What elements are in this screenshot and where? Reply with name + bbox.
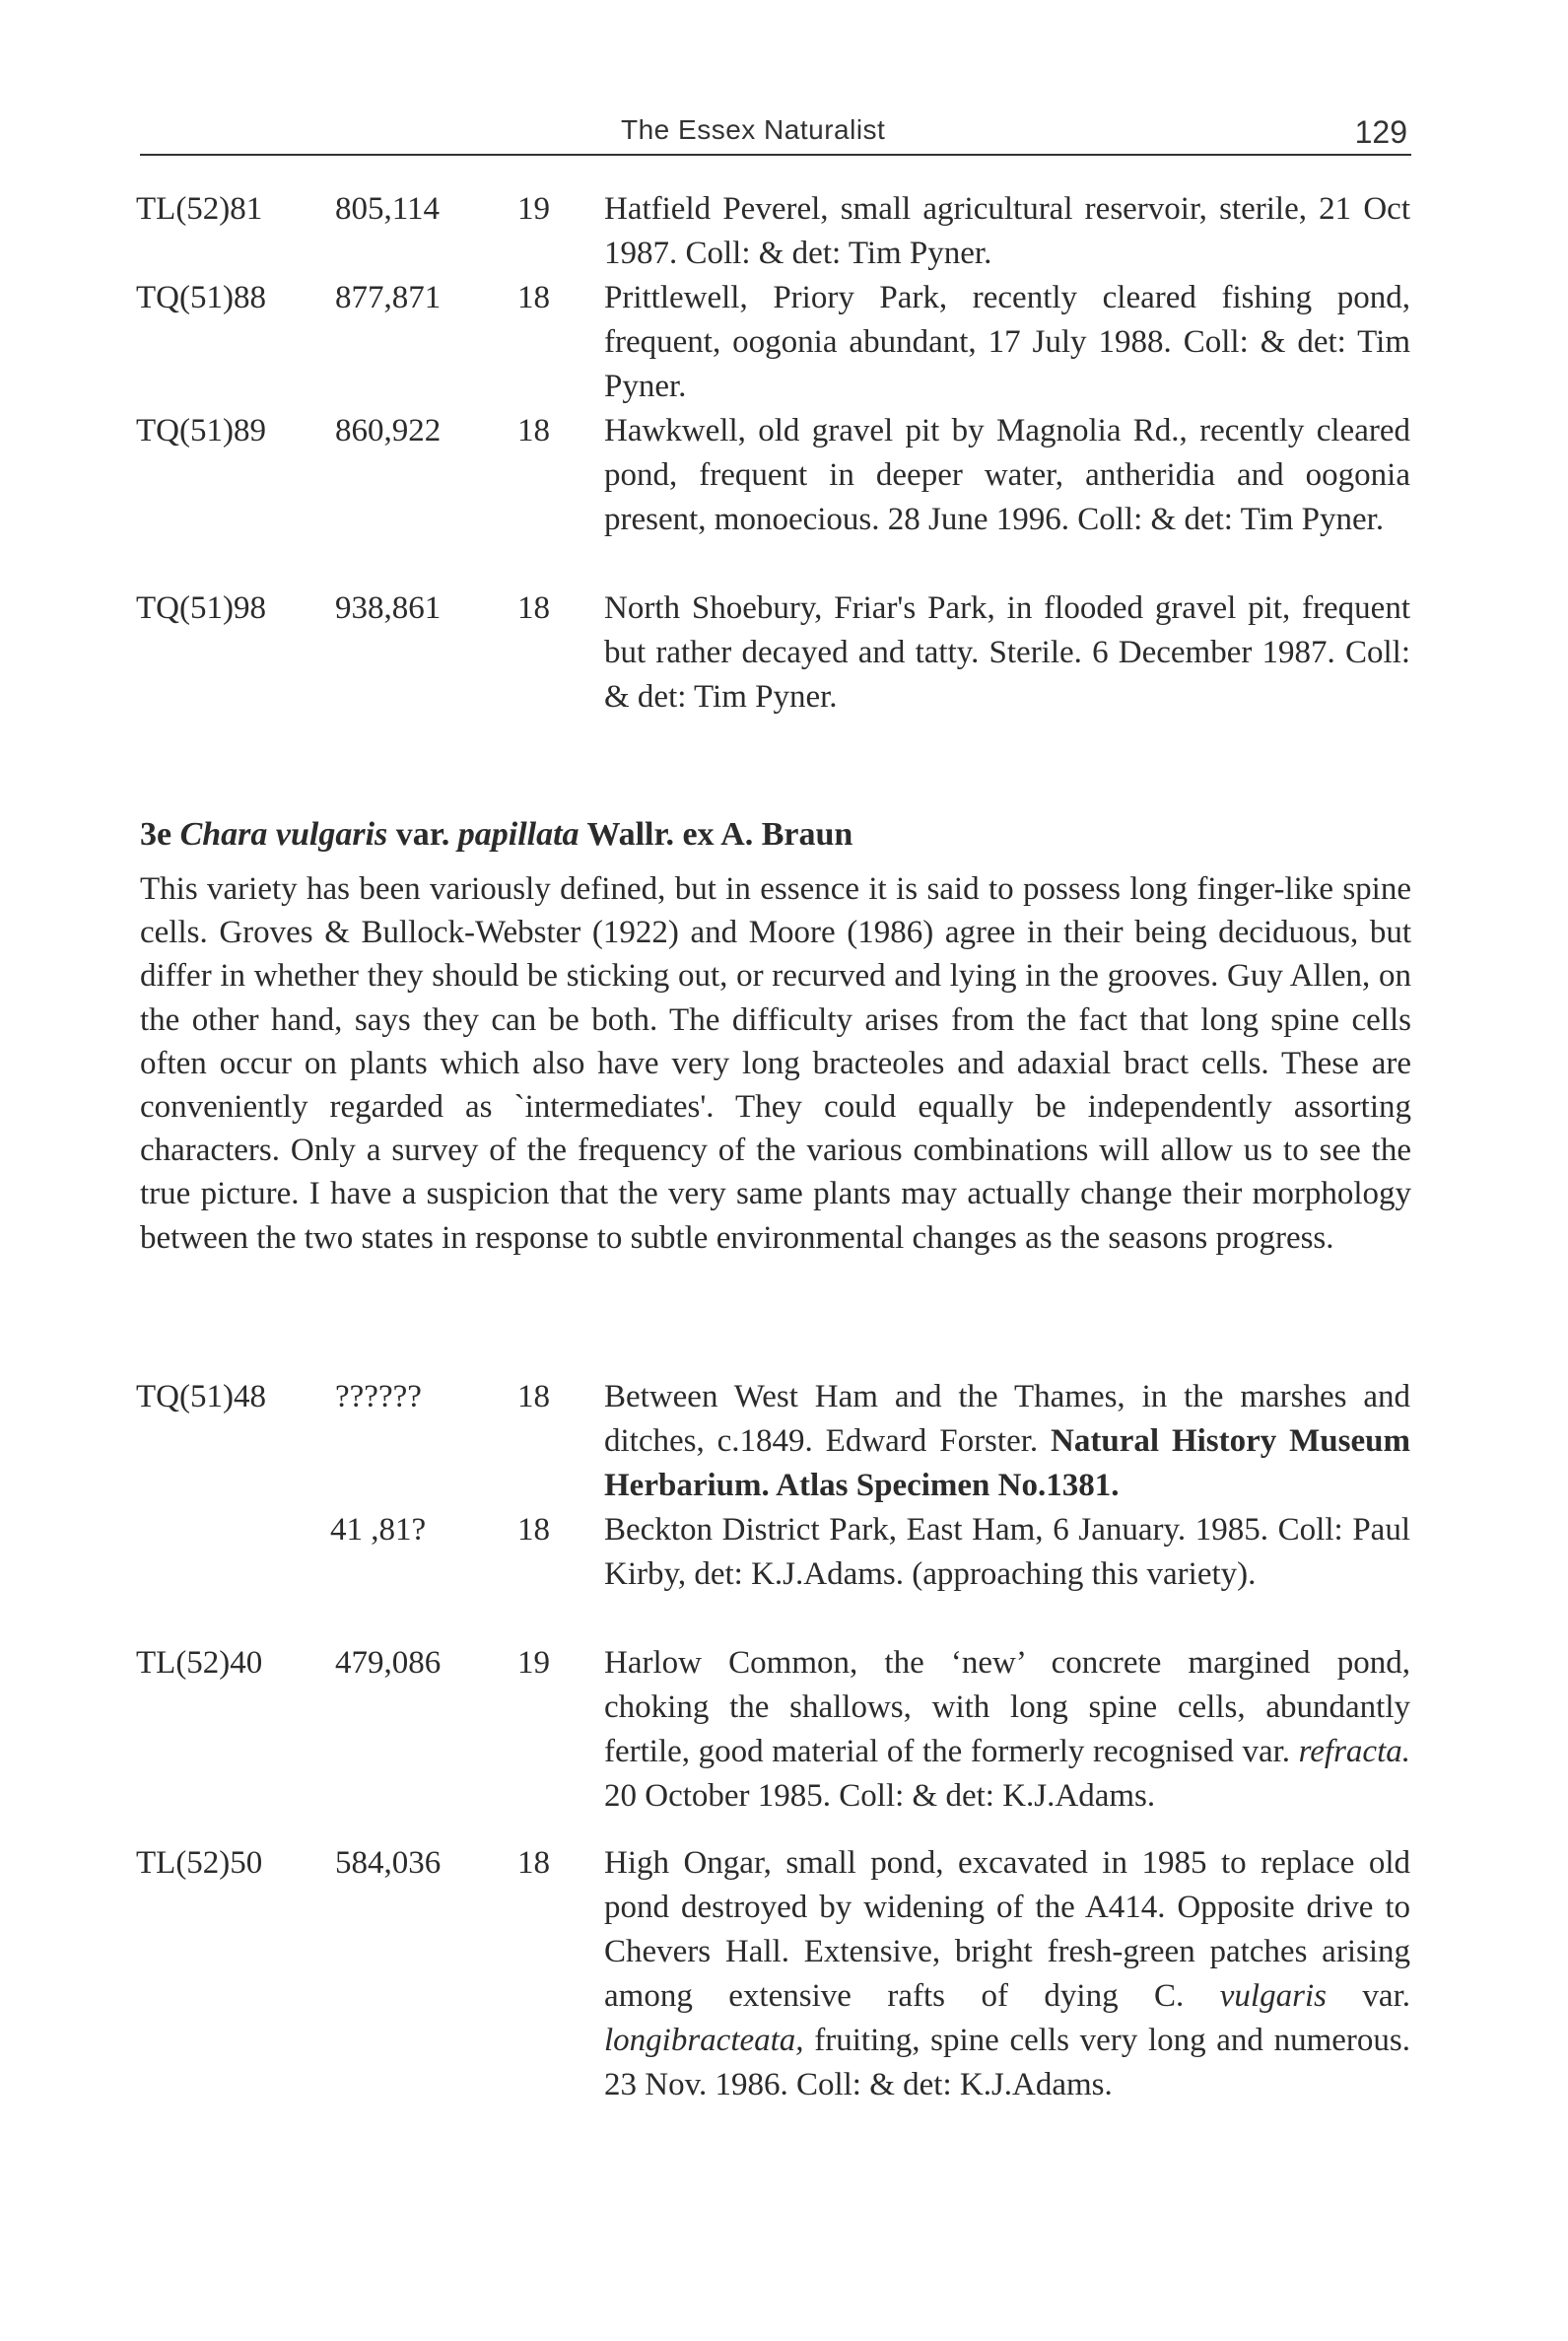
vice-county: 18 [517,1512,550,1548]
page-number: 129 [1354,114,1407,150]
variety-italic: longibracteata, [604,2023,804,2058]
coordinates: 938,861 [335,590,442,626]
vice-county: 18 [517,1845,550,1881]
grid-reference: TL(52)40 [136,1645,263,1681]
record-description: North Shoebury, Friar's Park, in flooded gravel pit, frequent but rather decayed and tatty. Sterile. 6 December 1987. Coll: & det: Tim Pyner. [604,590,1410,715]
record-description [604,1841,1410,2107]
species-italic: vulgaris [1219,1978,1327,2014]
section-paragraph: This variety has been variously defined, but in essence it is said to possess long finger-like spine cells. Groves & Bullock-Webster (1922) and Moore (1986) agree in their being deciduous, but differ in whether they should be sticking out, or recurved and lying in the grooves. Guy Allen, on the other hand, says they can be both. The difficulty arises from the fact that long spine cells often occur on plants which also have very long bracteoles and adaxial bract cells. These are conveniently regarded as `intermediates'. They could equally be independently assorting characters. Only a survey of the frequency of the various combinations will allow us to see the true picture. I have a suspicion that the very same plants may actually change their morphology between the two states in response to subtle environmental changes as the seasons progress. [140,871,1411,1256]
authority: Wallr. ex A. Braun [586,816,853,853]
variety-name: papillata [457,816,579,853]
record-text: High Ongar, small pond, excavated in 1985 to replace old pond destroyed by widening of the A414. Opposite drive to Chevers Hall. Extensive, bright fresh-green patches arising among extensive rafts of dying C. [604,1845,1410,2014]
vice-county: 19 [517,1645,550,1681]
coordinates: 860,922 [335,413,442,448]
vice-county: 18 [517,1379,550,1414]
section-number: 3e [140,816,172,853]
record-text: Between West Ham and the Thames, in the marshes and ditches, c.1849. Edward Forster. [604,1379,1410,1459]
record-text-end: fruiting, spine cells very long and numerous. 23 Nov. 1986. Coll: & det: K.J.Adams. [604,2023,1411,2102]
coordinates: 805,114 [335,191,441,227]
record-description: Hawkwell, old gravel pit by Magnolia Rd., recently cleared pond, frequent in deeper water, antheridia and oogonia present, monoecious. 28 June 1996. Coll: & det: Tim Pyner. [604,413,1410,537]
coordinates: 479,086 [335,1645,442,1681]
record-description [604,1641,1410,1819]
coordinates: ?????? [335,1379,422,1414]
record-text-end: 20 October 1985. Coll: & det: K.J.Adams. [604,1778,1156,1814]
record-description: Hatfield Peverel, small agricultural reservoir, sterile, 21 Oct 1987. Coll: & det: Tim Pyner. [604,191,1410,271]
rank-text: var. [1362,1978,1410,2014]
coordinates: 41 ,81? [330,1512,427,1548]
section-heading [140,816,852,854]
record-description [604,1375,1410,1508]
species-name: Chara vulgaris [179,816,388,853]
coordinates: 584,036 [335,1845,442,1881]
vice-county: 18 [517,590,550,626]
grid-reference: TQ(51)88 [136,280,266,315]
running-header [140,110,1411,156]
vice-county: 18 [517,413,550,448]
coordinates: 877,871 [335,280,442,315]
grid-reference: TQ(51)89 [136,413,266,448]
variety-italic: refracta. [1298,1734,1410,1769]
grid-reference: TL(52)81 [136,191,263,227]
record-description: Prittlewell, Priory Park, recently cleared fishing pond, frequent, oogonia abundant, 17 July 1988. Coll: & det: Tim Pyner. [604,280,1410,404]
record-text: Harlow Common, the ‘new’ concrete margined pond, choking the shallows, with long spine cells, abundantly fertile, good material of the formerly recognised var. [604,1645,1410,1769]
vice-county: 18 [517,280,550,315]
grid-reference: TQ(51)48 [136,1379,266,1414]
herbarium-reference: Natural History Museum Herbarium. Atlas Specimen No.1381. [604,1423,1410,1503]
record-description: Beckton District Park, East Ham, 6 January. 1985. Coll: Paul Kirby, det: K.J.Adams. (approaching this variety). [604,1512,1410,1592]
grid-reference: TQ(51)98 [136,590,266,626]
rank-label: var. [395,816,450,853]
journal-title: The Essex Naturalist [621,114,886,145]
grid-reference: TL(52)50 [136,1845,263,1881]
vice-county: 19 [517,191,550,227]
